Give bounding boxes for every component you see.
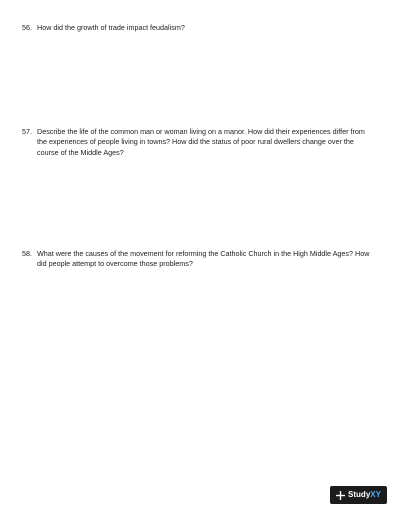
question-text: Describe the life of the common man or woman living on a manor. How did their experiences differ from the experiences of people living in towns? How did the status of poor rural dwellers change over the course of the Middle Ages? — [37, 127, 365, 157]
logo-name-accent: XY — [370, 490, 381, 499]
question-text: What were the causes of the movement for reforming the Catholic Church in the High Middle Ages? How did people attempt to overcome those problems? — [37, 249, 370, 269]
plus-icon — [336, 491, 345, 500]
question-56 — [22, 23, 374, 33]
question-number: 57. — [22, 127, 32, 136]
question-number: 56. — [22, 23, 32, 32]
question-58 — [22, 249, 374, 270]
question-text: How did the growth of trade impact feudalism? — [37, 23, 185, 32]
logo-name-main: Study — [348, 490, 371, 499]
logo-wordmark — [348, 486, 381, 504]
question-number: 58. — [22, 249, 32, 258]
question-57 — [22, 127, 374, 158]
studyxy-logo-badge[interactable] — [330, 486, 387, 504]
